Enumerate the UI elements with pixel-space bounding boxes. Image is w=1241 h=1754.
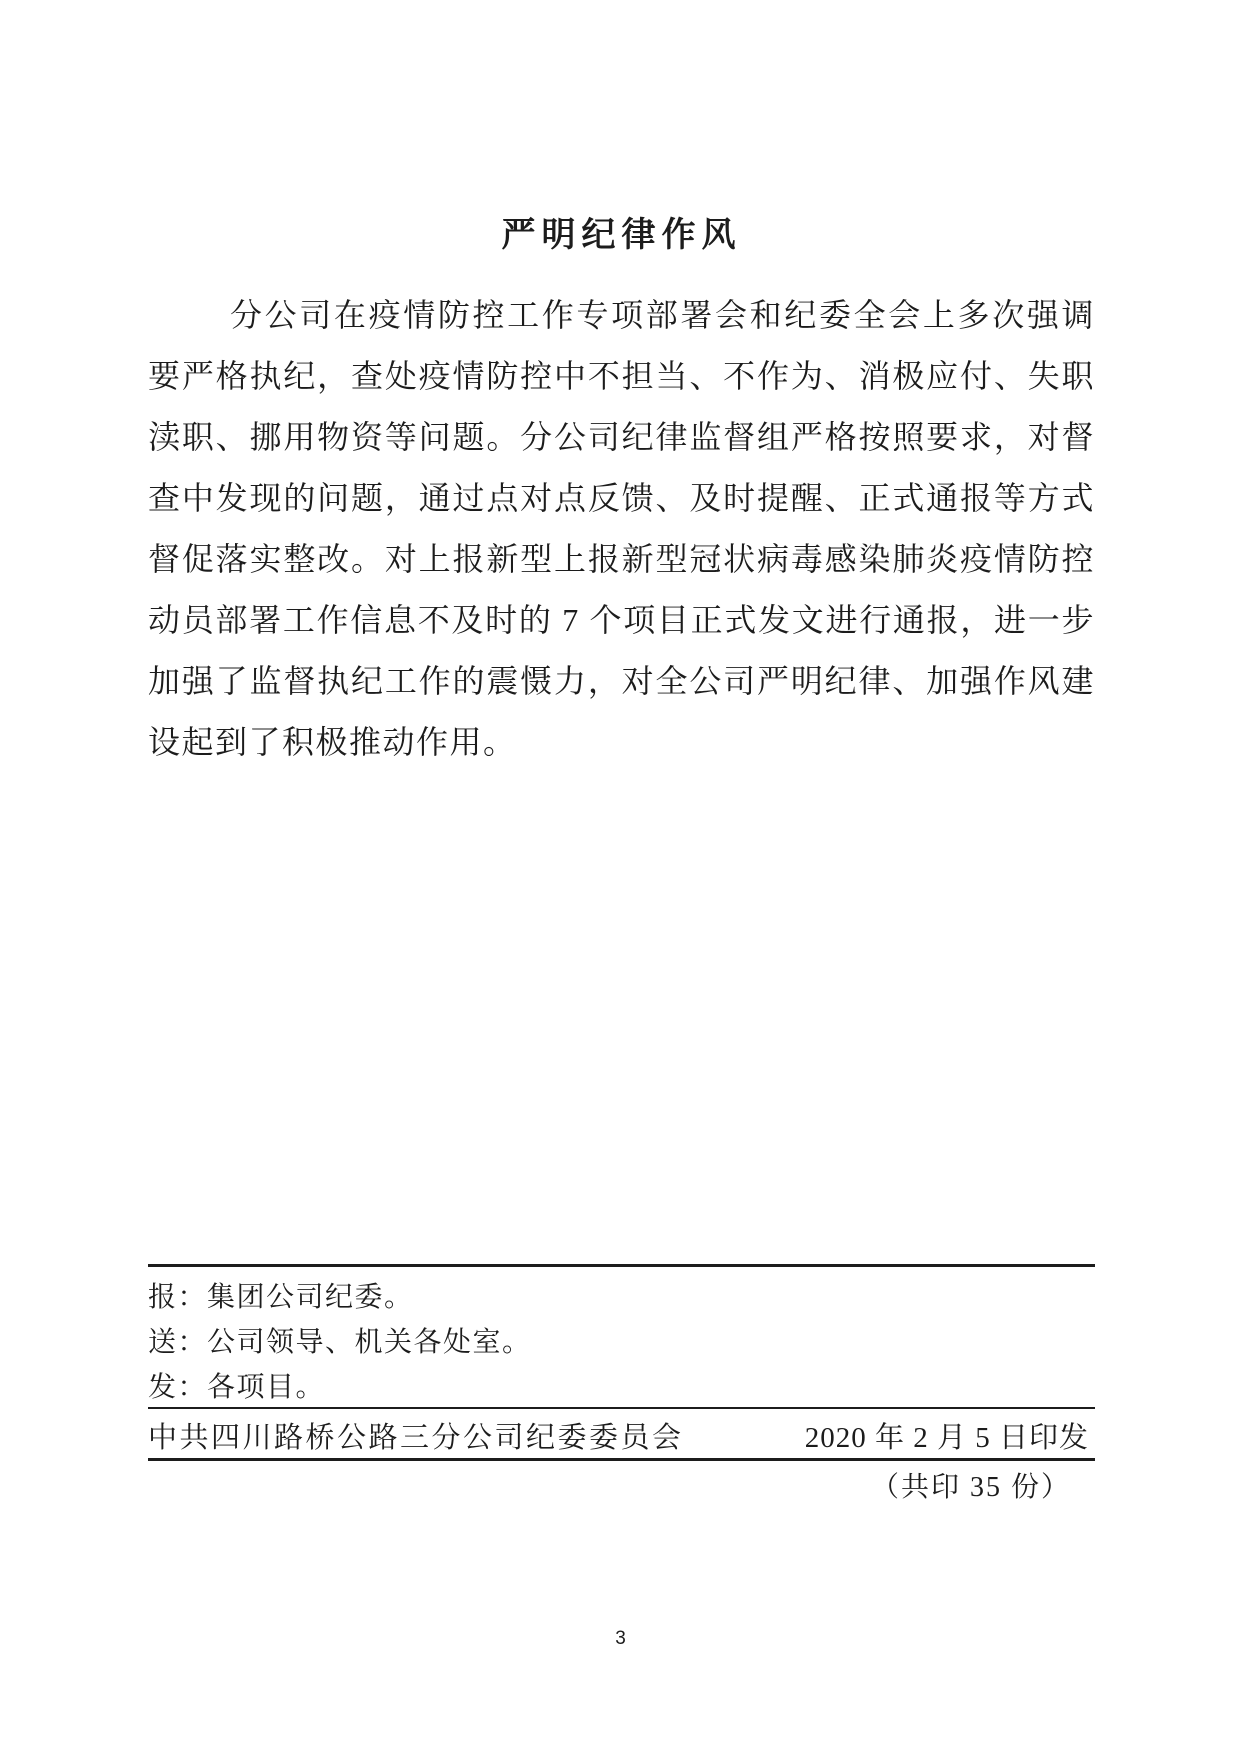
page-number: 3: [615, 1628, 626, 1649]
footer-middle-divider: [148, 1407, 1095, 1409]
body-line: 加强了监督执纪工作的震慑力，对全公司严明纪律、加强作风建: [148, 663, 1095, 699]
body-line: 要严格执纪，查处疫情防控中不担当、不作为、消极应付、失职: [148, 358, 1095, 394]
report-to-line: 报：集团公司纪委。: [148, 1282, 414, 1313]
issue-to-line: 发：各项目。: [148, 1372, 326, 1403]
committee-name: 中共四川路桥公路三分公司纪委委员会: [148, 1421, 684, 1454]
print-date: 2020 年 2 月 5 日印发: [804, 1421, 1089, 1454]
body-line: 分公司在疫情防控工作专项部署会和纪委全会上多次强调: [230, 297, 1095, 333]
distribution-block: [148, 1277, 1095, 1412]
committee-date-row: [148, 1414, 1095, 1456]
body-line: 动员部署工作信息不及时的 7 个项目正式发文进行通报，进一步: [148, 602, 1095, 638]
body-line: 渎职、挪用物资等问题。分公司纪律监督组严格按照要求，对督: [148, 419, 1095, 455]
body-line: 设起到了积极推动作用。: [148, 724, 517, 760]
body-paragraph: [148, 290, 1095, 778]
document-title: 严明纪律作风: [501, 217, 742, 254]
footer-bottom-divider: [148, 1458, 1095, 1461]
body-line: 督促落实整改。对上报新型上报新型冠状病毒感染肺炎疫情防控: [148, 541, 1095, 577]
footer-top-divider: [148, 1264, 1095, 1267]
send-to-line: 送：公司领导、机关各处室。: [148, 1327, 532, 1358]
body-line: 查中发现的问题，通过点对点反馈、及时提醒、正式通报等方式: [148, 480, 1095, 516]
copies-note: （共印 35 份）: [870, 1472, 1071, 1503]
